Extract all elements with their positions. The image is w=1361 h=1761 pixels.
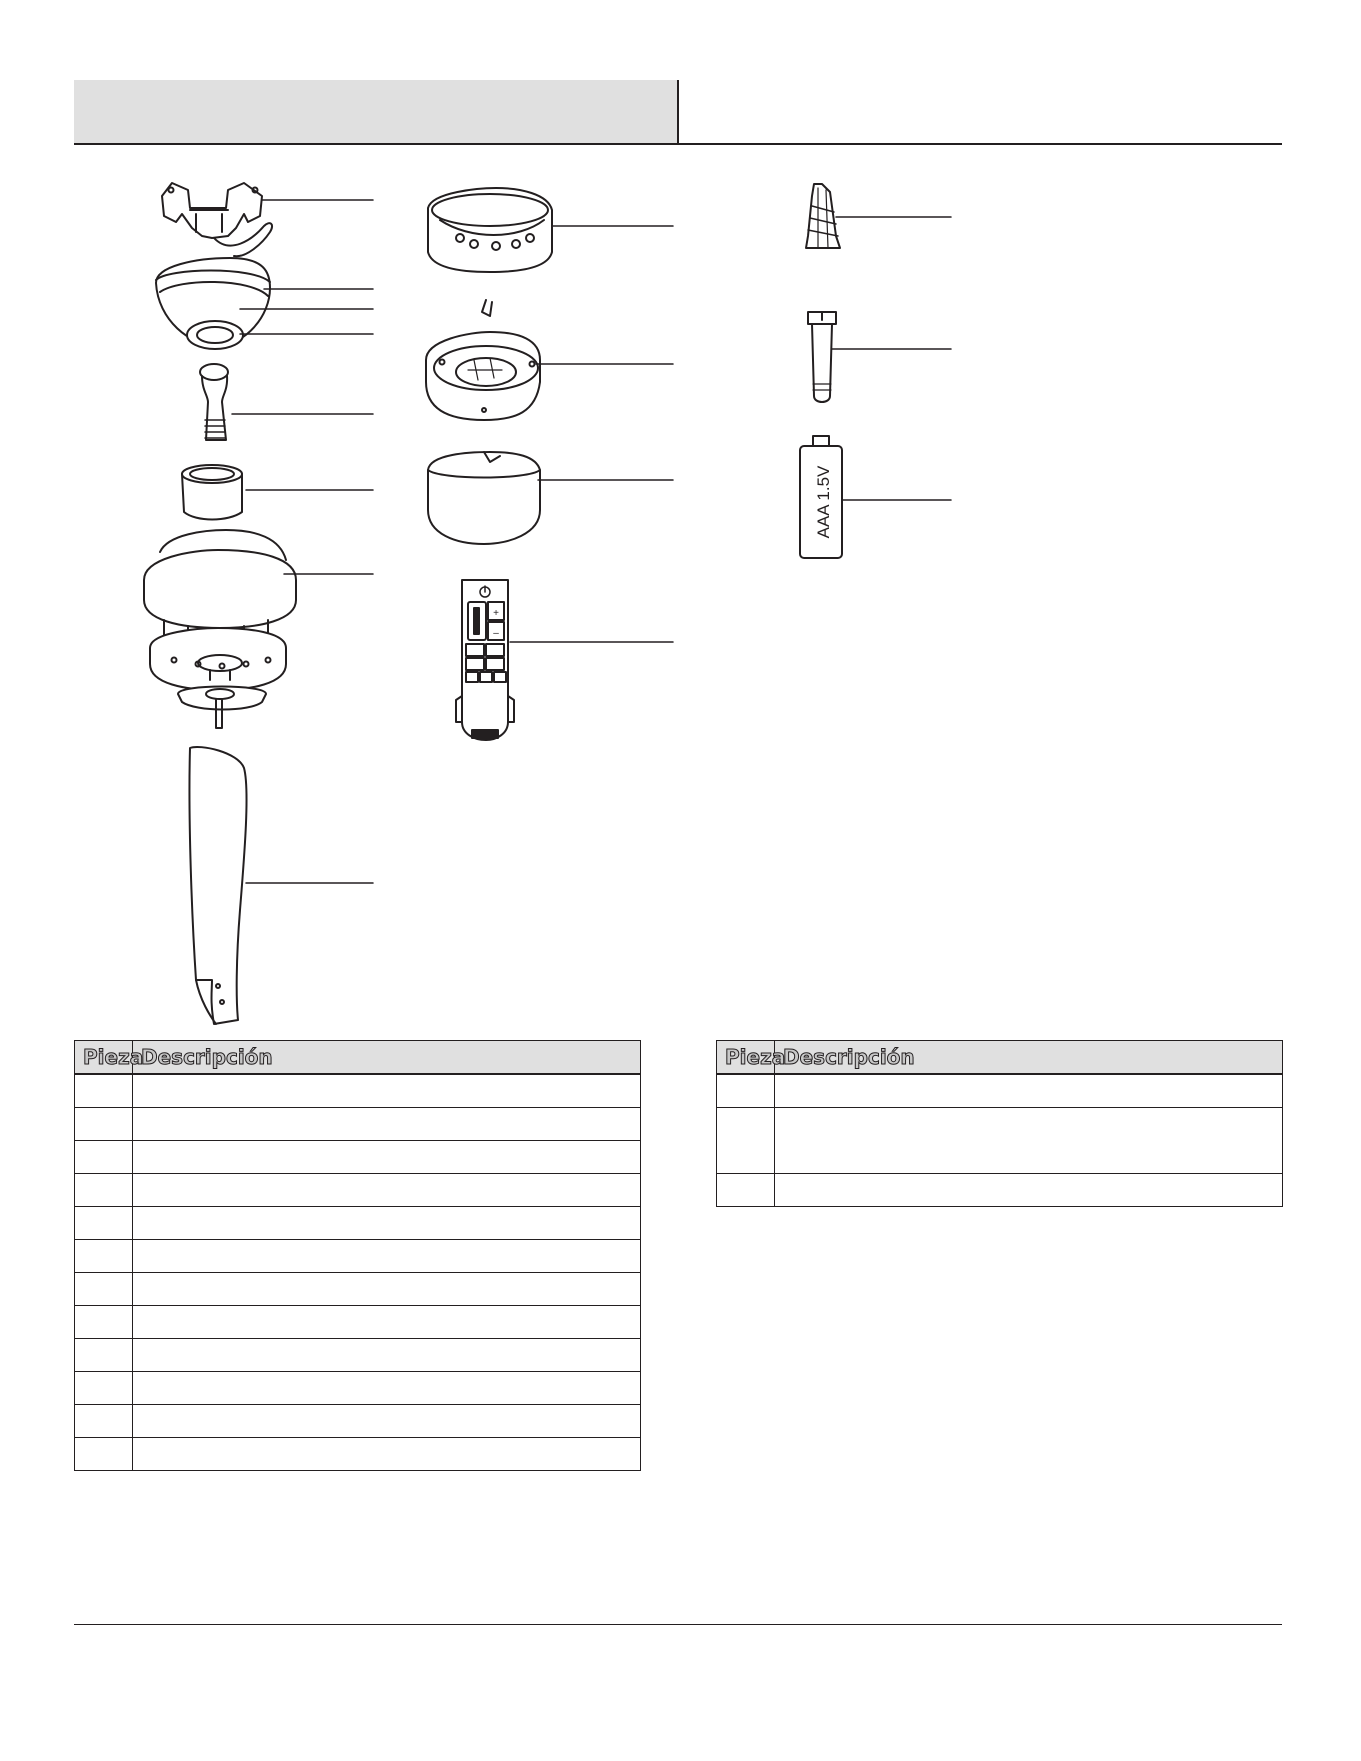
description-cell	[133, 1437, 641, 1470]
part-cell	[717, 1074, 775, 1107]
description-cell	[775, 1074, 1283, 1107]
table-row	[717, 1107, 1283, 1173]
part-cell	[75, 1272, 133, 1305]
part-cell	[75, 1206, 133, 1239]
table-row	[75, 1107, 641, 1140]
column-header-part: Pieza	[75, 1041, 133, 1075]
table-header-row	[75, 1041, 641, 1075]
part-cell	[75, 1338, 133, 1371]
canopy-drawing	[156, 258, 270, 349]
remote-plus-label: +	[493, 608, 499, 619]
parts-table-left	[74, 1040, 641, 1471]
description-cell	[133, 1338, 641, 1371]
remote-control-drawing	[456, 580, 514, 740]
part-cell	[75, 1074, 133, 1107]
part-cell	[75, 1239, 133, 1272]
table-row	[75, 1074, 641, 1107]
description-cell	[775, 1107, 1283, 1173]
description-cell	[133, 1404, 641, 1437]
part-cell	[717, 1173, 775, 1206]
table-row	[75, 1239, 641, 1272]
part-cell	[75, 1173, 133, 1206]
part-cell	[75, 1437, 133, 1470]
part-cell	[75, 1404, 133, 1437]
column-header-description: Descripción	[775, 1041, 1283, 1075]
part-cell	[75, 1140, 133, 1173]
table-row	[75, 1371, 641, 1404]
wire-connector-drawing	[806, 184, 840, 248]
remote-minus-label: –	[493, 628, 499, 639]
description-cell	[133, 1272, 641, 1305]
column-header-description: Descripción	[133, 1041, 641, 1075]
description-cell	[133, 1173, 641, 1206]
description-cell	[775, 1173, 1283, 1206]
part-cell	[75, 1107, 133, 1140]
table-header-row	[717, 1041, 1283, 1075]
description-cell	[133, 1140, 641, 1173]
description-cell	[133, 1206, 641, 1239]
downrod-drawing	[200, 364, 228, 440]
table-row	[717, 1074, 1283, 1107]
mounting-bracket-drawing	[162, 183, 272, 256]
parts-table-right	[716, 1040, 1283, 1207]
description-cell	[133, 1107, 641, 1140]
light-cover-drawing	[428, 452, 540, 544]
blade-screw-drawing	[808, 312, 836, 402]
description-cell	[133, 1074, 641, 1107]
description-cell	[133, 1371, 641, 1404]
table-row	[75, 1437, 641, 1470]
description-cell	[133, 1239, 641, 1272]
table-row	[75, 1272, 641, 1305]
table-row	[75, 1173, 641, 1206]
description-cell	[133, 1305, 641, 1338]
receiver-plate-drawing	[426, 300, 540, 420]
aaa-battery-drawing	[800, 436, 842, 558]
fan-blade-drawing	[189, 747, 246, 1024]
footer-rule	[74, 1624, 1282, 1625]
table-row	[75, 1338, 641, 1371]
part-cell	[717, 1107, 775, 1173]
battery-label: AAA 1.5V	[814, 465, 833, 539]
table-row	[75, 1206, 641, 1239]
table-row	[717, 1173, 1283, 1206]
table-row	[75, 1140, 641, 1173]
part-cell	[75, 1371, 133, 1404]
table-row	[75, 1305, 641, 1338]
column-header-part: Pieza	[717, 1041, 775, 1075]
table-row	[75, 1404, 641, 1437]
switch-housing-cap-drawing	[428, 188, 552, 272]
coupling-cover-drawing	[182, 465, 242, 520]
motor-assembly-drawing	[144, 530, 296, 728]
part-cell	[75, 1305, 133, 1338]
